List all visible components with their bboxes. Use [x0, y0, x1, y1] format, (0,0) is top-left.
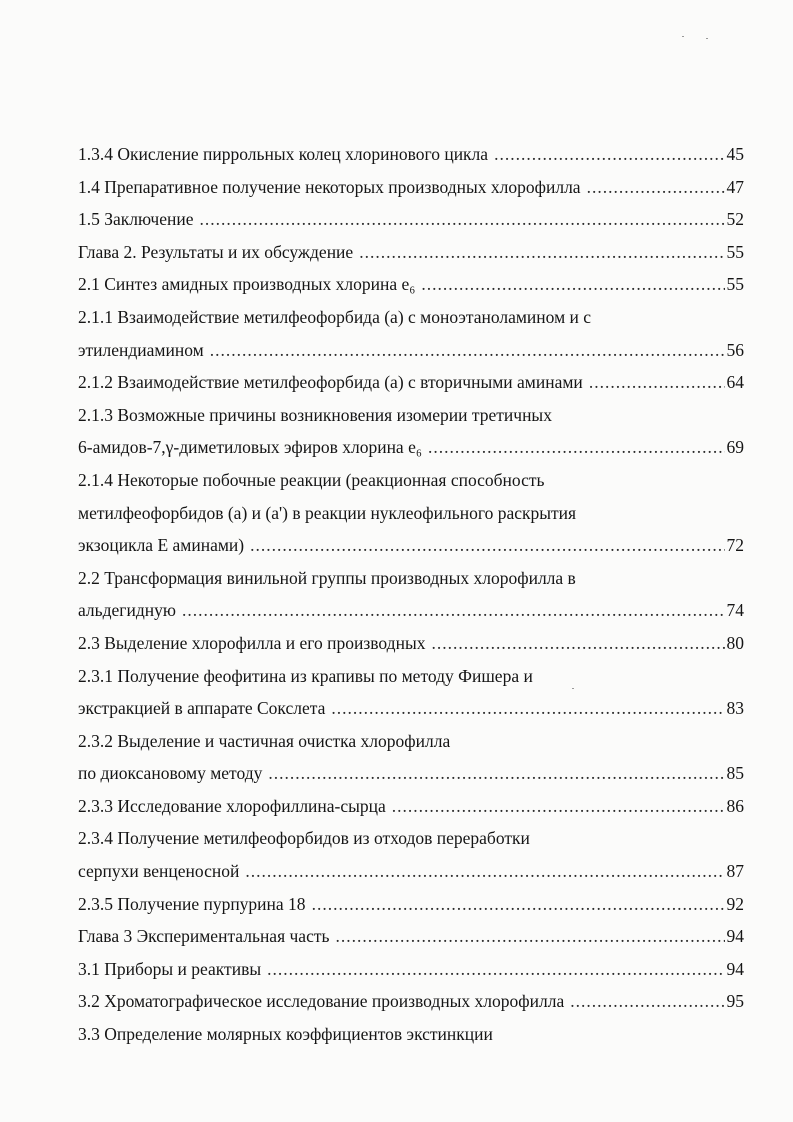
toc-entry — [78, 562, 744, 595]
toc-entry — [78, 660, 744, 693]
dot-leader — [428, 431, 725, 464]
dot-leader — [250, 529, 724, 562]
dot-leader — [267, 953, 724, 986]
toc-page-number: 92 — [726, 893, 744, 914]
table-of-contents — [78, 138, 744, 1051]
dot-leader — [245, 855, 724, 888]
dot-leader — [182, 594, 725, 627]
dot-leader — [268, 757, 724, 790]
toc-entry-title: Глава 2. Результаты и их обсуждение — [78, 241, 354, 262]
toc-page-number: 83 — [726, 698, 744, 719]
scan-speck — [706, 38, 708, 39]
toc-page-number: 47 — [726, 176, 744, 197]
toc-page-number: 74 — [726, 600, 744, 621]
toc-entry-title: экстракцией в аппарате Сокслета — [78, 698, 326, 719]
toc-entry — [78, 790, 744, 823]
toc-entry — [78, 203, 744, 236]
toc-page-number: 72 — [726, 535, 744, 556]
toc-entry-title: 1.3.4 Окисление пиррольных колец хлоринового цикла — [78, 144, 489, 164]
dot-leader — [570, 985, 724, 1018]
toc-page-number: 64 — [726, 372, 744, 393]
toc-page-number: 52 — [726, 209, 744, 230]
dot-leader — [587, 171, 725, 204]
dot-leader — [421, 268, 724, 301]
toc-page-number: 85 — [726, 763, 744, 784]
dot-leader — [494, 138, 724, 171]
dot-leader — [210, 334, 725, 367]
toc-entry-title: 2.1.2 Взаимодействие метилфеофорбида (a) с вторичными аминами — [78, 372, 583, 393]
scan-speck — [682, 36, 684, 37]
toc-entry-title: 2.1.1 Взаимодействие метилфеофорбида (a) с моноэтаноламином и с — [78, 306, 592, 327]
toc-entry — [78, 268, 744, 301]
toc-entry — [78, 757, 744, 790]
toc-entry — [78, 855, 744, 888]
toc-entry-title: по диоксановому методу — [78, 763, 263, 784]
toc-entry-title: 1.5 Заключение — [78, 209, 194, 230]
toc-entry-title: метилфеофорбидов (a) и (a') в реакции нуклеофильного раскрытия — [78, 502, 577, 523]
toc-entry — [78, 431, 744, 464]
toc-entry — [78, 627, 744, 660]
toc-entry — [78, 888, 744, 921]
toc-entry-title: этилендиамином — [78, 339, 204, 360]
toc-page-number: 86 — [726, 795, 744, 816]
dot-leader — [431, 627, 724, 660]
toc-entry-title: 2.3 Выделение хлорофилла и его производных — [78, 632, 426, 653]
toc-page-number: 87 — [726, 861, 744, 882]
toc-entry-title: серпухи венценосной — [78, 861, 240, 882]
toc-entry-title: 6-амидов-7,γ-диметиловых эфиров хлорина e₆ — [78, 437, 422, 458]
dot-leader — [392, 790, 725, 823]
toc-entry-title: 3.1 Приборы и реактивы — [78, 958, 262, 979]
dot-leader — [359, 236, 724, 269]
toc-entry — [78, 953, 744, 986]
toc-entry — [78, 366, 744, 399]
toc-entry-title: 3.2 Хроматографическое исследование производных хлорофилла — [78, 991, 565, 1012]
toc-entry-title: Глава 3 Экспериментальная часть — [78, 926, 330, 947]
toc-entry — [78, 985, 744, 1018]
toc-entry — [78, 822, 744, 855]
toc-entry — [78, 464, 744, 497]
toc-page-number: 55 — [726, 241, 744, 262]
toc-entry-title: 2.1 Синтез амидных производных хлорина e₆ — [78, 274, 416, 295]
toc-entry — [78, 301, 744, 334]
toc-entry-title: 2.3.3 Исследование хлорофиллина-сырца — [78, 795, 386, 816]
toc-entry — [78, 497, 744, 530]
toc-entry — [78, 920, 744, 953]
toc-entry-title: 3.3 Определение молярных коэффициентов экстинкции — [78, 1024, 493, 1045]
toc-page-number: 94 — [726, 958, 744, 979]
toc-entry-title: 2.3.5 Получение пурпурина 18 — [78, 893, 306, 914]
toc-entry-title: 2.3.1 Получение феофитина из крапивы по методу Фишера и — [78, 665, 533, 686]
toc-entry-title: 2.3.2 Выделение и частичная очистка хлорофилла — [78, 730, 451, 751]
dot-leader — [331, 692, 724, 725]
toc-entry — [78, 171, 744, 204]
toc-entry — [78, 725, 744, 758]
toc-page-number: 95 — [726, 991, 744, 1012]
toc-entry — [78, 236, 744, 269]
toc-page-number: 80 — [726, 632, 744, 653]
toc-entry — [78, 594, 744, 627]
dot-leader — [200, 203, 725, 236]
toc-page-number: 69 — [726, 437, 744, 458]
toc-entry-title: 2.3.4 Получение метилфеофорбидов из отходов переработки — [78, 828, 530, 849]
toc-entry-title: 2.2 Трансформация винильной группы производных хлорофилла в — [78, 567, 576, 588]
toc-page-number: 45 — [726, 144, 744, 164]
dot-leader — [312, 888, 725, 921]
toc-entry-title: 1.4 Препаративное получение некоторых производных хлорофилла — [78, 176, 581, 197]
toc-entry — [78, 692, 744, 725]
toc-entry — [78, 399, 744, 432]
toc-entry — [78, 1018, 744, 1051]
dot-leader — [335, 920, 724, 953]
toc-entry-title: 2.1.3 Возможные причины возникновения изомерии третичных — [78, 404, 552, 425]
toc-page-number: 56 — [726, 339, 744, 360]
toc-entry — [78, 529, 744, 562]
toc-entry-title: 2.1.4 Некоторые побочные реакции (реакционная способность — [78, 469, 545, 490]
toc-entry-title: альдегидную — [78, 600, 176, 621]
toc-entry — [78, 138, 744, 171]
dot-leader — [589, 366, 725, 399]
toc-page-number: 94 — [726, 926, 744, 947]
toc-entry-title: экзоцикла E аминами) — [78, 535, 245, 556]
toc-entry — [78, 334, 744, 367]
toc-page-number: 55 — [726, 274, 744, 295]
